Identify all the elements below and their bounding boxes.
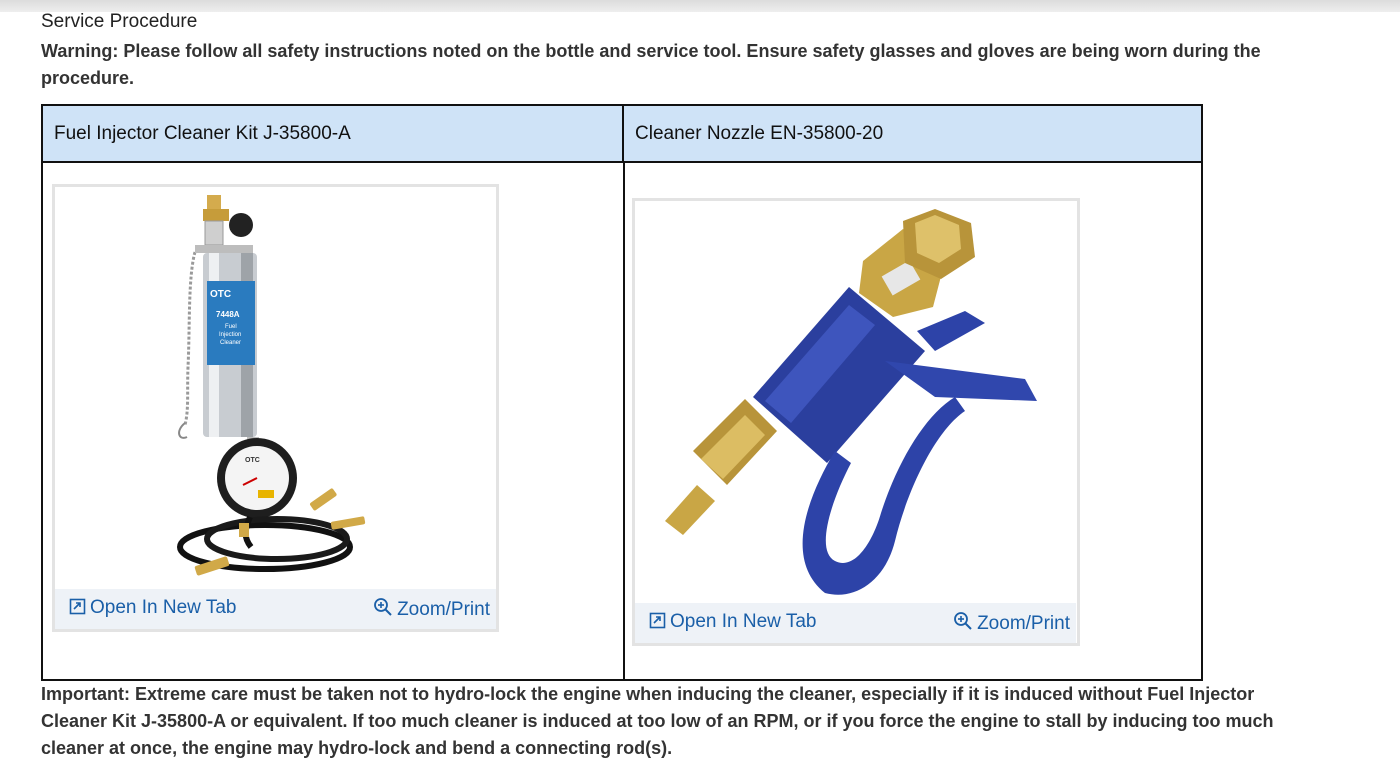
section-title: Service Procedure xyxy=(41,11,198,32)
cleaner-nozzle-image-actions xyxy=(635,603,1076,643)
bottle-model-text: 7448A xyxy=(216,310,240,319)
bottle-label-line3: Cleaner xyxy=(220,340,242,346)
header-cleaner-nozzle: Cleaner Nozzle EN-35800-20 xyxy=(624,106,1201,163)
header-cleaner-kit: Fuel Injector Cleaner Kit J-35800-A xyxy=(43,106,624,163)
open-new-tab-icon xyxy=(649,612,666,629)
warning-text: Warning: Please follow all safety instructions noted on the bottle and service tool. Ensure safety glasses and gloves are being worn during the procedure. xyxy=(41,41,1261,88)
cleaner-nozzle-image[interactable] xyxy=(635,201,1076,603)
zoom-print-label: Zoom/Print xyxy=(977,613,1070,634)
column-divider xyxy=(623,163,625,679)
gauge-brand-text: OTC xyxy=(245,457,260,464)
top-scroll-shadow xyxy=(0,0,1400,12)
cleaner-nozzle-image-card xyxy=(632,198,1080,646)
bottle-brand-text: OTC xyxy=(210,289,232,300)
zoom-in-icon xyxy=(373,597,393,617)
zoom-in-icon xyxy=(953,611,973,631)
zoom-print-label: Zoom/Print xyxy=(397,599,490,620)
open-new-tab-icon xyxy=(69,598,86,615)
cleaner-kit-image[interactable] xyxy=(55,187,496,589)
zoom-print-link[interactable] xyxy=(373,597,490,621)
open-in-new-tab-label: Open In New Tab xyxy=(90,597,237,618)
open-in-new-tab-link[interactable] xyxy=(69,597,236,619)
open-in-new-tab-link[interactable] xyxy=(649,611,816,633)
important-note: Important: Extreme care must be taken not to hydro-lock the engine when inducing the cleaner, especially if it is induced without Fuel Injector Cleaner Kit J-35800-A or equivalent. If too much cleaner is induced at too low of an RPM, or if you force the engine to stall by inducing too much cleaner at once, the engine may hydro-lock and bend a connecting rod(s). xyxy=(41,684,1274,758)
tool-table xyxy=(41,104,1203,681)
cleaner-kit-image-card xyxy=(52,184,499,632)
open-in-new-tab-label: Open In New Tab xyxy=(670,611,817,632)
zoom-print-link[interactable] xyxy=(953,611,1070,635)
bottle-label-line1: Fuel xyxy=(225,324,237,330)
cleaner-kit-image-actions xyxy=(55,589,496,629)
bottle-label-line2: Injection xyxy=(219,332,242,338)
